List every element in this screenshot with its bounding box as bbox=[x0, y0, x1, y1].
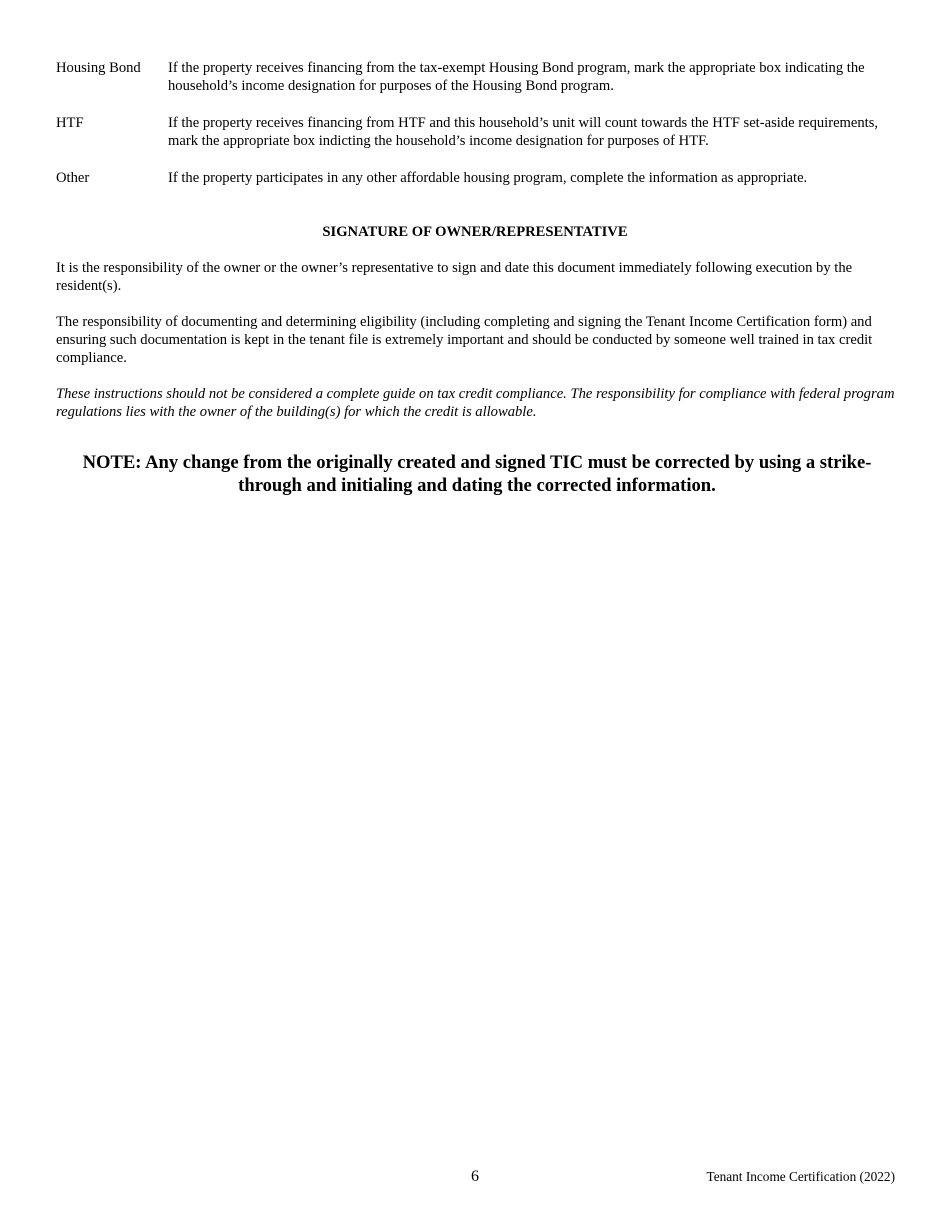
program-term: Housing Bond bbox=[56, 60, 141, 76]
program-term: HTF bbox=[56, 115, 84, 131]
correction-note: NOTE: Any change from the originally created and signed TIC must be corrected by using a strike-through and initialing and dating the corrected information. bbox=[82, 452, 872, 496]
program-row-housing-bond bbox=[56, 59, 906, 95]
signature-paragraph-documentation: The responsibility of documenting and determining eligibility (including completing and signing the Tenant Income Certification form) and ensuring such documentation is kept in the tenant file is extremely important and should be conducted by someone well trained in tax credit compliance. bbox=[56, 314, 873, 366]
footer-document-title: Tenant Income Certification (2022) bbox=[706, 1169, 895, 1184]
signature-section-heading: SIGNATURE OF OWNER/REPRESENTATIVE bbox=[322, 224, 628, 240]
page-number: 6 bbox=[471, 1168, 479, 1185]
program-row-htf bbox=[56, 114, 906, 150]
compliance-disclaimer: These instructions should not be considered a complete guide on tax credit compliance. The responsibility for compliance with federal program regulations lies with the owner of the building(s) for which the credit is allowable. bbox=[56, 386, 895, 420]
program-row-other bbox=[56, 169, 906, 187]
program-term: Other bbox=[56, 170, 90, 186]
program-description: If the property receives financing from HTF and this household’s unit will count towards the HTF set-aside requirements, mark the appropriate box indicting the household’s income designation for purposes of HTF. bbox=[168, 115, 879, 149]
program-description: If the property receives financing from the tax-exempt Housing Bond program, mark the appropriate box indicating the household’s income designation for purposes of the Housing Bond program. bbox=[168, 60, 865, 94]
program-description: If the property participates in any other affordable housing program, complete the information as appropriate. bbox=[168, 170, 808, 186]
signature-paragraph-responsibility: It is the responsibility of the owner or the owner’s representative to sign and date this document immediately following execution by the resident(s). bbox=[56, 260, 853, 294]
